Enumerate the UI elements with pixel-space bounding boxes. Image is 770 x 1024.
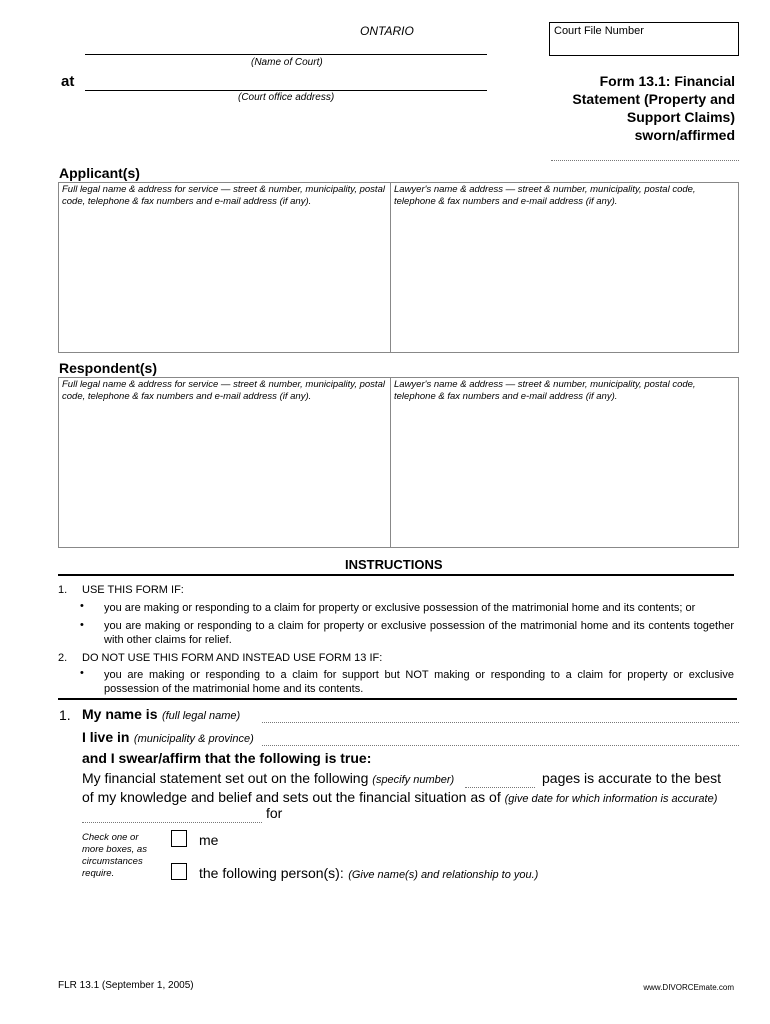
instruction-bullet: you are making or responding to a claim for property or exclusive possession of the matrimonial home and its contents together with other claims for relief. — [104, 620, 734, 646]
court-address-line — [85, 90, 487, 91]
respondent-address-caption: Full legal name & address for service — street & number, municipality, postal code, telephone & fax numbers and e-mail address (if any). — [62, 379, 385, 402]
website-link[interactable]: www.DIVORCEmate.com — [643, 983, 734, 992]
instruction-bullet: you are making or responding to a claim for property or exclusive possession of the matrimonial home and its contents; or — [104, 602, 696, 614]
pages-input-line[interactable] — [465, 787, 535, 788]
statement-text: pages is accurate to the best — [542, 770, 721, 786]
form-title — [572, 72, 735, 144]
swear-line: and I swear/affirm that the following is true: — [82, 750, 372, 766]
check-note-line: circumstances — [82, 856, 143, 867]
check-note-line: Check one or — [82, 832, 139, 843]
statement-row — [82, 789, 717, 805]
instruction-number: 2. — [58, 652, 68, 664]
form-title-line: Form 13.1: Financial — [599, 73, 735, 89]
instruction-bullet: you are making or responding to a claim for support but NOT making or responding to a claim for property or exclusive possession of the matrimonial home and its contents. — [104, 669, 734, 695]
statement-row — [82, 770, 454, 786]
court-name-line — [85, 54, 487, 55]
check-note — [82, 832, 147, 880]
statement-text: My financial statement set out on the following — [82, 770, 369, 786]
instructions-end-rule — [58, 698, 737, 700]
instructions-rule — [58, 574, 734, 576]
statement-text: of my knowledge and belief and sets out the financial situation as of — [82, 789, 501, 805]
instructions-heading: INSTRUCTIONS — [345, 557, 443, 572]
name-label: My name is — [82, 706, 158, 722]
form-title-line: Support Claims) — [626, 109, 735, 125]
court-name-caption: (Name of Court) — [251, 57, 323, 68]
bullet-icon: • — [80, 667, 84, 679]
bullet-icon: • — [80, 600, 84, 612]
option-persons-row — [199, 865, 538, 883]
me-checkbox[interactable] — [171, 830, 187, 847]
option-me-label: me — [199, 832, 219, 848]
persons-checkbox[interactable] — [171, 863, 187, 880]
applicants-heading: Applicant(s) — [59, 165, 140, 181]
date-input-line[interactable] — [82, 822, 262, 823]
option-persons-hint: (Give name(s) and relationship to you.) — [348, 869, 539, 881]
instruction-text: USE THIS FORM IF: — [82, 584, 184, 596]
applicant-address-caption: Full legal name & address for service — street & number, municipality, postal code, telephone & fax numbers and e-mail address (if any). — [62, 184, 385, 207]
instruction-number: 1. — [58, 584, 68, 596]
instruction-text: DO NOT USE THIS FORM AND INSTEAD USE FORM 13 IF: — [82, 652, 383, 664]
name-hint: (full legal name) — [161, 710, 241, 722]
check-note-line: more boxes, as — [82, 844, 147, 855]
province-label: ONTARIO — [360, 24, 414, 38]
for-label: for — [266, 805, 283, 821]
respondent-address-box[interactable] — [58, 377, 391, 548]
court-file-number-label: Court File Number — [554, 25, 644, 37]
statement-hint: (specify number) — [372, 774, 455, 786]
respondent-lawyer-caption: Lawyer's name & address — street & number, municipality, postal code, telephone & fax numbers and e-mail address (if any). — [394, 379, 696, 402]
live-hint: (municipality & province) — [133, 733, 254, 745]
name-input-line[interactable] — [262, 722, 739, 723]
respondent-lawyer-box[interactable] — [390, 377, 739, 548]
applicant-lawyer-box[interactable] — [390, 182, 739, 353]
live-row — [82, 729, 254, 747]
check-note-line: require. — [82, 868, 115, 879]
live-label: I live in — [82, 729, 130, 745]
court-file-number-box[interactable] — [549, 22, 739, 56]
court-address-caption: (Court office address) — [238, 92, 335, 103]
form-title-line: sworn/affirmed — [634, 127, 735, 143]
option-persons-label: the following person(s): — [199, 865, 344, 881]
form-id: FLR 13.1 (September 1, 2005) — [58, 980, 194, 991]
respondents-heading: Respondent(s) — [59, 360, 157, 376]
form-title-line: Statement (Property and — [572, 91, 735, 107]
live-input-line[interactable] — [262, 745, 739, 746]
applicant-lawyer-caption: Lawyer's name & address — street & number, municipality, postal code, telephone & fax numbers and e-mail address (if any). — [394, 184, 696, 207]
applicant-address-box[interactable] — [58, 182, 391, 353]
section-number: 1. — [59, 707, 71, 723]
at-label: at — [61, 73, 75, 90]
statement-date-hint: (give date for which information is accurate) — [504, 793, 718, 805]
name-row — [82, 706, 240, 724]
bullet-icon: • — [80, 619, 84, 631]
title-dotted-line — [551, 160, 739, 161]
